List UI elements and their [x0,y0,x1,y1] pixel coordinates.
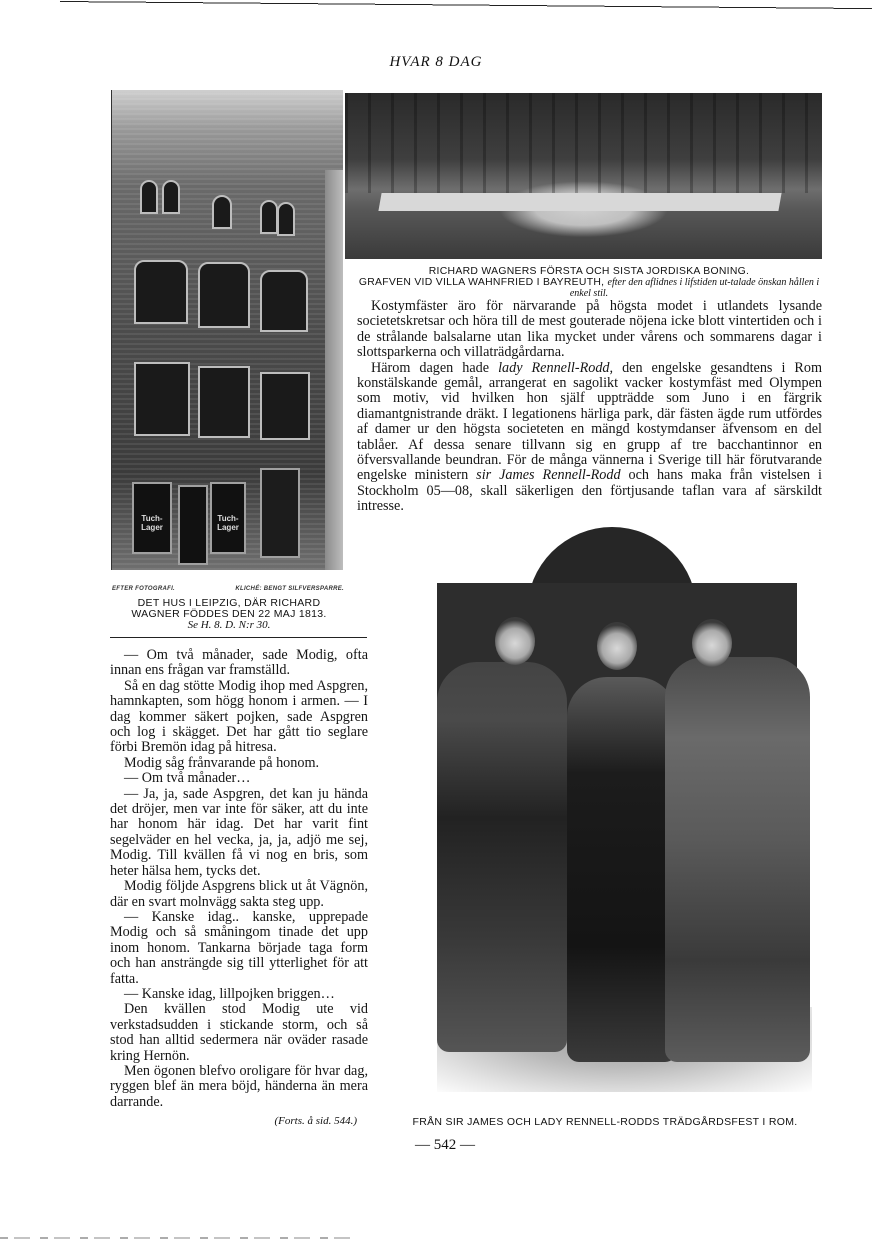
photo-wagner-birth-house [111,90,343,570]
caption-grave-line1: RICHARD WAGNERS FÖRSTA OCH SISTA JORDISKA BONING. [428,266,750,277]
story-paragraph: Den kvällen stod Modig ute vid verkstadsudden i stickande storm, och så stod han alltid sedermera när oväder rasade kring Hernön. [110,1001,368,1064]
story-paragraph: Modig såg frånvarande på honom. [124,754,320,771]
photo-credits [112,586,344,592]
caption-grave-line2: GRAFVEN VID VILLA WAHNFRIED I BAYREUTH, efter den aflidnes i lifstiden ut-talade önskan hållen i enkel stil. [358,277,820,299]
shop-window-left: Tuch-Lager [132,482,172,554]
page-number: — 542 — [415,1137,475,1153]
entrance-door [178,485,208,565]
neighbor-building [325,170,343,570]
dancer-right [665,657,810,1062]
story-paragraph: — Ja, ja, sade Aspgren, det kan ju hända det dröjer, men var inte för säker, att du inte har honom här idag. Det har varit fint segelväder en hel vecka, ja, ja, adjö me sej, Modig. Till kvällen få vi nog en bris, som heter hälsa hem, tycks det. [110,785,368,879]
window [277,202,295,236]
forest-trees [345,93,822,193]
dancer-right-head [692,619,732,667]
caption-house-line1: DET HUS I LEIPZIG, DÄR RICHARD [137,597,321,609]
window [140,180,158,214]
name-sir-james-rennell-rodd: sir James Rennell-Rodd [476,467,621,484]
story-paragraph: Men ögonen blefvo oroligare för hvar dag, ryggen blef än mera böjd, händerna än mera darrande. [110,1062,368,1110]
story-paragraph: Modig följde Aspgrens blick ut åt Vägnön, där en svart molnvägg sakta steg upp. [110,878,368,910]
photo-three-bacchantes [437,527,815,1092]
name-lady-rennell-rodd: lady Rennell-Rodd, [498,359,614,376]
credit-engraver: KLICHÉ: BENGT SILFVERSPARRE. [235,586,344,592]
caption-grave [350,266,828,299]
article-paragraph-2: Härom dagen hade lady Rennell-Rodd, den engelske gesandtens i Rom konstälskande gemål, arrangerat en sagolikt vacker kostymfäst med Olympen som motiv, vid hvilken hon själf uppträdde som Juno i en färgrik diamantgnistrande dräkt. I legationens härliga park, där fästen ägde rum utfördes af damer ur den högsta societeten en mängd kostymdanser äfvensom en del tablåer. Af dessa senare tillvann sig en grupp af tre bacchantinnor en öfversvallande beundran. För de många vännerna i Sverige till här förutvarande engelske ministern sir James Rennell-Rodd och hans maka från vistelsen i Stockholm 05—08, skall säkerligen den förtjusande taflan vara af särskildt intresse. [357,359,822,515]
dancer-center [567,677,677,1062]
caption-house [108,598,350,631]
story-paragraph: — Kanske idag.. kanske, upprepade Modig och så småningom tinade det upp inom honom. Tankarna började taga form och han ansträngde sig till ytterlighet för att fatta. [110,908,368,987]
dancer-left [437,662,567,1052]
window [134,260,188,324]
scan-edge-top [60,0,872,13]
photo-wagner-grave [345,93,822,259]
shop-window-right: Tuch-Lager [210,482,246,554]
window [134,362,190,436]
window [198,262,250,328]
scan-edge-bottom [0,1237,360,1239]
window [198,366,250,438]
window [260,372,310,440]
caption-house-line2: WAGNER FÖDDES DEN 22 MAJ 1813. [131,608,327,620]
window [212,195,232,229]
divider-rule [110,637,367,638]
story-paragraph: — Om två månader… [124,770,251,787]
caption-dancers: FRÅN SIR JAMES OCH LADY RENNELL-RODDS TRÄDGÅRDSFEST I ROM. [412,1116,798,1128]
caption-house-reference: Se H. 8. D. N:r 30. [187,619,271,631]
dancer-center-head [597,622,637,670]
article-paragraph-1: Kostymfäster äro för närvarande på högsta modet i utlandets lysande societetskretsar och höra till de mest gouterade nöjena icke blott vintertiden och i de strålande balsalarne utan lika mycket under vårens och sommarens dagar i slottsparkerna och villaträdgårdarna. [357,298,822,361]
dancer-left-head [495,617,535,665]
story-modig [110,648,368,1110]
caption-grave-italic: efter den aflidnes i lifstiden ut-talade önskan hållen i enkel stil. [569,277,820,299]
grave-slab [378,193,781,211]
running-head: HVAR 8 DAG [389,54,483,70]
shop-window-dark [260,468,300,558]
article-costume-festivals [357,299,822,515]
window [260,200,278,234]
story-paragraph: Så en dag stötte Modig ihop med Aspgren, hamnkapten, som högg honom i armen. — I dag kommer säkert pojken, sade Aspgren och log i skägget. Det har gått tio seglare förbi Bremön idag på hitresa. [110,677,368,756]
continued-note: (Forts. å sid. 544.) [274,1115,357,1127]
window [260,270,308,332]
credit-photographer: EFTER FOTOGRAFI. [112,586,176,592]
story-paragraph: — Om två månader, sade Modig, ofta innan ens frågan var framställd. [110,647,368,679]
story-paragraph: — Kanske idag, lillpojken briggen… [124,985,335,1002]
window [162,180,180,214]
